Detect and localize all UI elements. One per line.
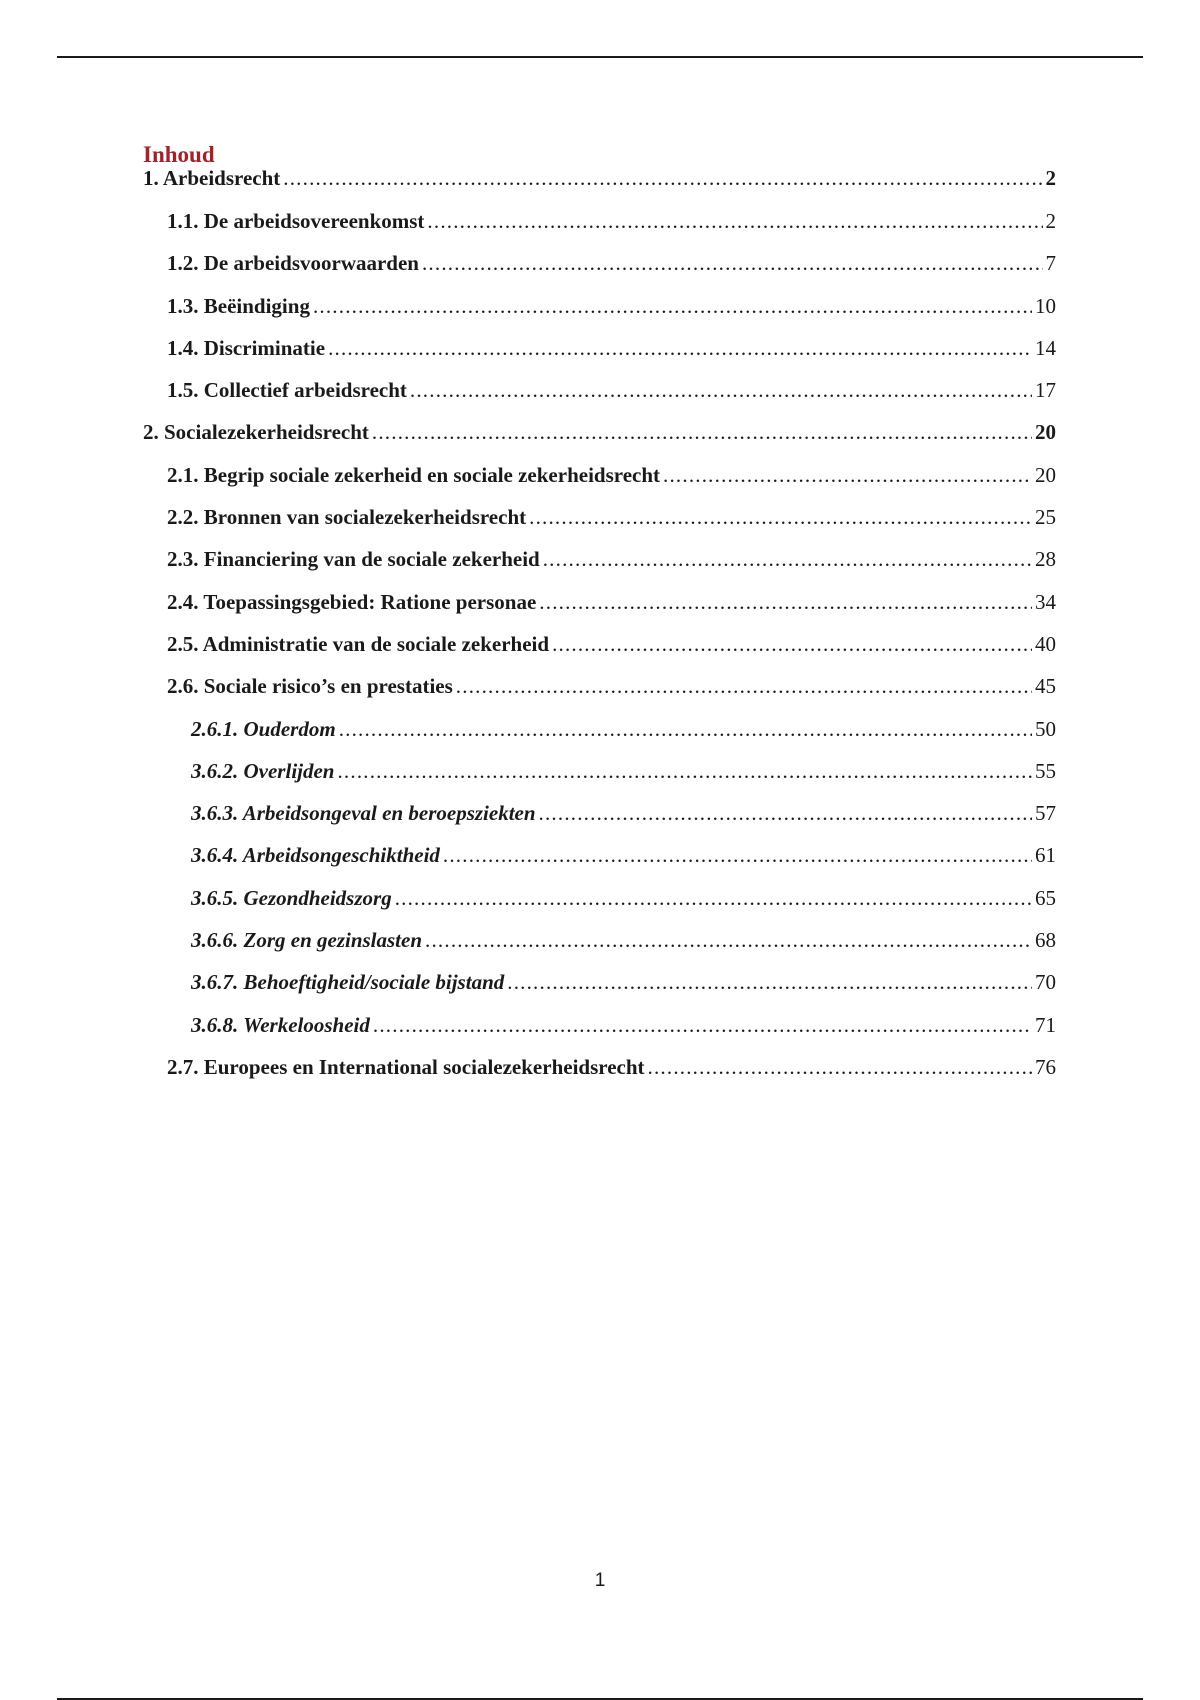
header-rule <box>57 56 1143 58</box>
toc-entry-page: 50 <box>1035 716 1056 741</box>
toc-entry-page: 76 <box>1035 1054 1056 1079</box>
toc-entry-label: 1. Arbeidsrecht <box>143 166 281 190</box>
toc-entry[interactable] <box>143 970 1056 1012</box>
toc-entry-page: 14 <box>1035 335 1056 360</box>
toc-leader-dots <box>456 674 1032 699</box>
toc-entry-label: 1.5. Collectief arbeidsrecht <box>167 378 407 403</box>
toc-entry-page: 7 <box>1045 251 1056 276</box>
toc-entry-label: 2.6. Sociale risico’s en prestaties <box>167 674 453 699</box>
toc-entry-label: 3.6.6. Zorg en gezinslasten <box>191 928 423 953</box>
toc-entry-label: 1.2. De arbeidsvoorwaarden <box>167 251 419 276</box>
toc-entry-page: 25 <box>1035 505 1056 530</box>
toc-entry[interactable] <box>143 759 1056 801</box>
toc-leader-dots <box>552 632 1032 657</box>
toc-leader-dots <box>328 336 1032 361</box>
toc-entry-page: 20 <box>1035 420 1056 445</box>
toc-leader-dots <box>422 251 1043 276</box>
toc-entry-page: 34 <box>1035 589 1056 614</box>
toc-entry-label: 2.5. Administratie van de sociale zekerheid <box>167 631 550 656</box>
toc-entry-label: 2.2. Bronnen van socialezekerheidsrecht <box>167 505 527 530</box>
toc-entry[interactable] <box>143 928 1056 970</box>
toc-entry[interactable] <box>143 209 1056 251</box>
toc-entry[interactable] <box>143 547 1056 589</box>
toc-entry-label: 3.6.4. Arbeidsongeschiktheid <box>191 843 440 868</box>
toc-entry[interactable] <box>143 336 1056 378</box>
toc-entry[interactable] <box>143 463 1056 505</box>
toc-entry[interactable] <box>143 717 1056 759</box>
table-of-contents <box>143 138 1056 1097</box>
toc-entry[interactable] <box>143 674 1056 716</box>
toc-entry[interactable] <box>143 166 1056 209</box>
toc-entry-label: 2.4. Toepassingsgebied: Ratione personae <box>167 589 537 614</box>
toc-entry-label: 1.1. De arbeidsovereenkomst <box>167 209 425 233</box>
toc-leader-dots <box>648 1055 1032 1080</box>
toc-entry-label: 2. Socialezekerheidsrecht <box>143 420 369 445</box>
toc-leader-dots <box>337 759 1032 784</box>
toc-entry-page: 2 <box>1045 166 1056 190</box>
toc-entry-page: 70 <box>1035 970 1056 995</box>
toc-leader-dots <box>373 1013 1032 1038</box>
toc-entry-page: 45 <box>1035 674 1056 699</box>
toc-leader-dots <box>543 547 1032 572</box>
toc-leader-dots <box>425 928 1032 953</box>
toc-entry-label: 3.6.7. Behoeftigheid/sociale bijstand <box>191 970 505 995</box>
toc-leader-dots <box>339 717 1032 742</box>
toc-leader-dots <box>283 166 1042 191</box>
toc-leader-dots <box>313 294 1032 319</box>
toc-entry[interactable] <box>143 420 1056 462</box>
toc-entry-label: 2.6.1. Ouderdom <box>191 716 336 741</box>
toc-entry[interactable] <box>143 251 1056 293</box>
toc-entry-label: 2.3. Financiering van de sociale zekerheid <box>167 547 540 572</box>
toc-entry-page: 2 <box>1045 209 1056 233</box>
toc-entry[interactable] <box>143 886 1056 928</box>
toc-entry-label: 3.6.2. Overlijden <box>191 758 335 783</box>
toc-entry[interactable] <box>143 505 1056 547</box>
toc-entry-label: 1.4. Discriminatie <box>167 335 326 360</box>
toc-entry[interactable] <box>143 590 1056 632</box>
toc-entry-label: 3.6.3. Arbeidsongeval en beroepsziekten <box>191 801 536 826</box>
toc-entry-label: 2.7. Europees en International socialezekerheidsrecht <box>167 1054 645 1079</box>
toc-entry-page: 17 <box>1035 378 1056 403</box>
toc-entry-page: 55 <box>1035 758 1056 783</box>
toc-leader-dots <box>507 970 1032 995</box>
toc-entry[interactable] <box>143 1013 1056 1055</box>
toc-entry[interactable] <box>143 294 1056 336</box>
toc-leader-dots <box>427 209 1042 234</box>
toc-leader-dots <box>539 590 1032 615</box>
toc-entry-page: 65 <box>1035 885 1056 910</box>
toc-entry[interactable] <box>143 1055 1056 1097</box>
toc-leader-dots <box>443 843 1032 868</box>
toc-entry-page: 57 <box>1035 801 1056 826</box>
toc-entry-label: 2.1. Begrip sociale zekerheid en sociale zekerheidsrecht <box>167 462 661 487</box>
toc-leader-dots <box>663 463 1032 488</box>
toc-leader-dots <box>410 378 1032 403</box>
toc-entry-page: 71 <box>1035 1012 1056 1037</box>
toc-leader-dots <box>539 801 1032 826</box>
toc-entry-page: 20 <box>1035 462 1056 487</box>
toc-leader-dots <box>372 420 1032 445</box>
toc-entry[interactable] <box>143 378 1056 420</box>
toc-entry-page: 68 <box>1035 928 1056 953</box>
page-number: 1 <box>594 1570 606 1591</box>
toc-entry[interactable] <box>143 843 1056 885</box>
toc-leader-dots <box>529 505 1032 530</box>
toc-entry-page: 61 <box>1035 843 1056 868</box>
toc-entry-label: 3.6.5. Gezondheidszorg <box>191 885 392 910</box>
toc-entry-page: 10 <box>1035 293 1056 318</box>
toc-leader-dots <box>395 886 1032 911</box>
toc-entry-label: 1.3. Beëindiging <box>167 293 310 318</box>
toc-entry-label: 3.6.8. Werkeloosheid <box>191 1012 370 1037</box>
toc-entry-page: 40 <box>1035 631 1056 656</box>
toc-entry[interactable] <box>143 632 1056 674</box>
toc-entry[interactable] <box>143 801 1056 843</box>
toc-title: Inhoud <box>143 142 215 167</box>
toc-entry-page: 28 <box>1035 547 1056 572</box>
